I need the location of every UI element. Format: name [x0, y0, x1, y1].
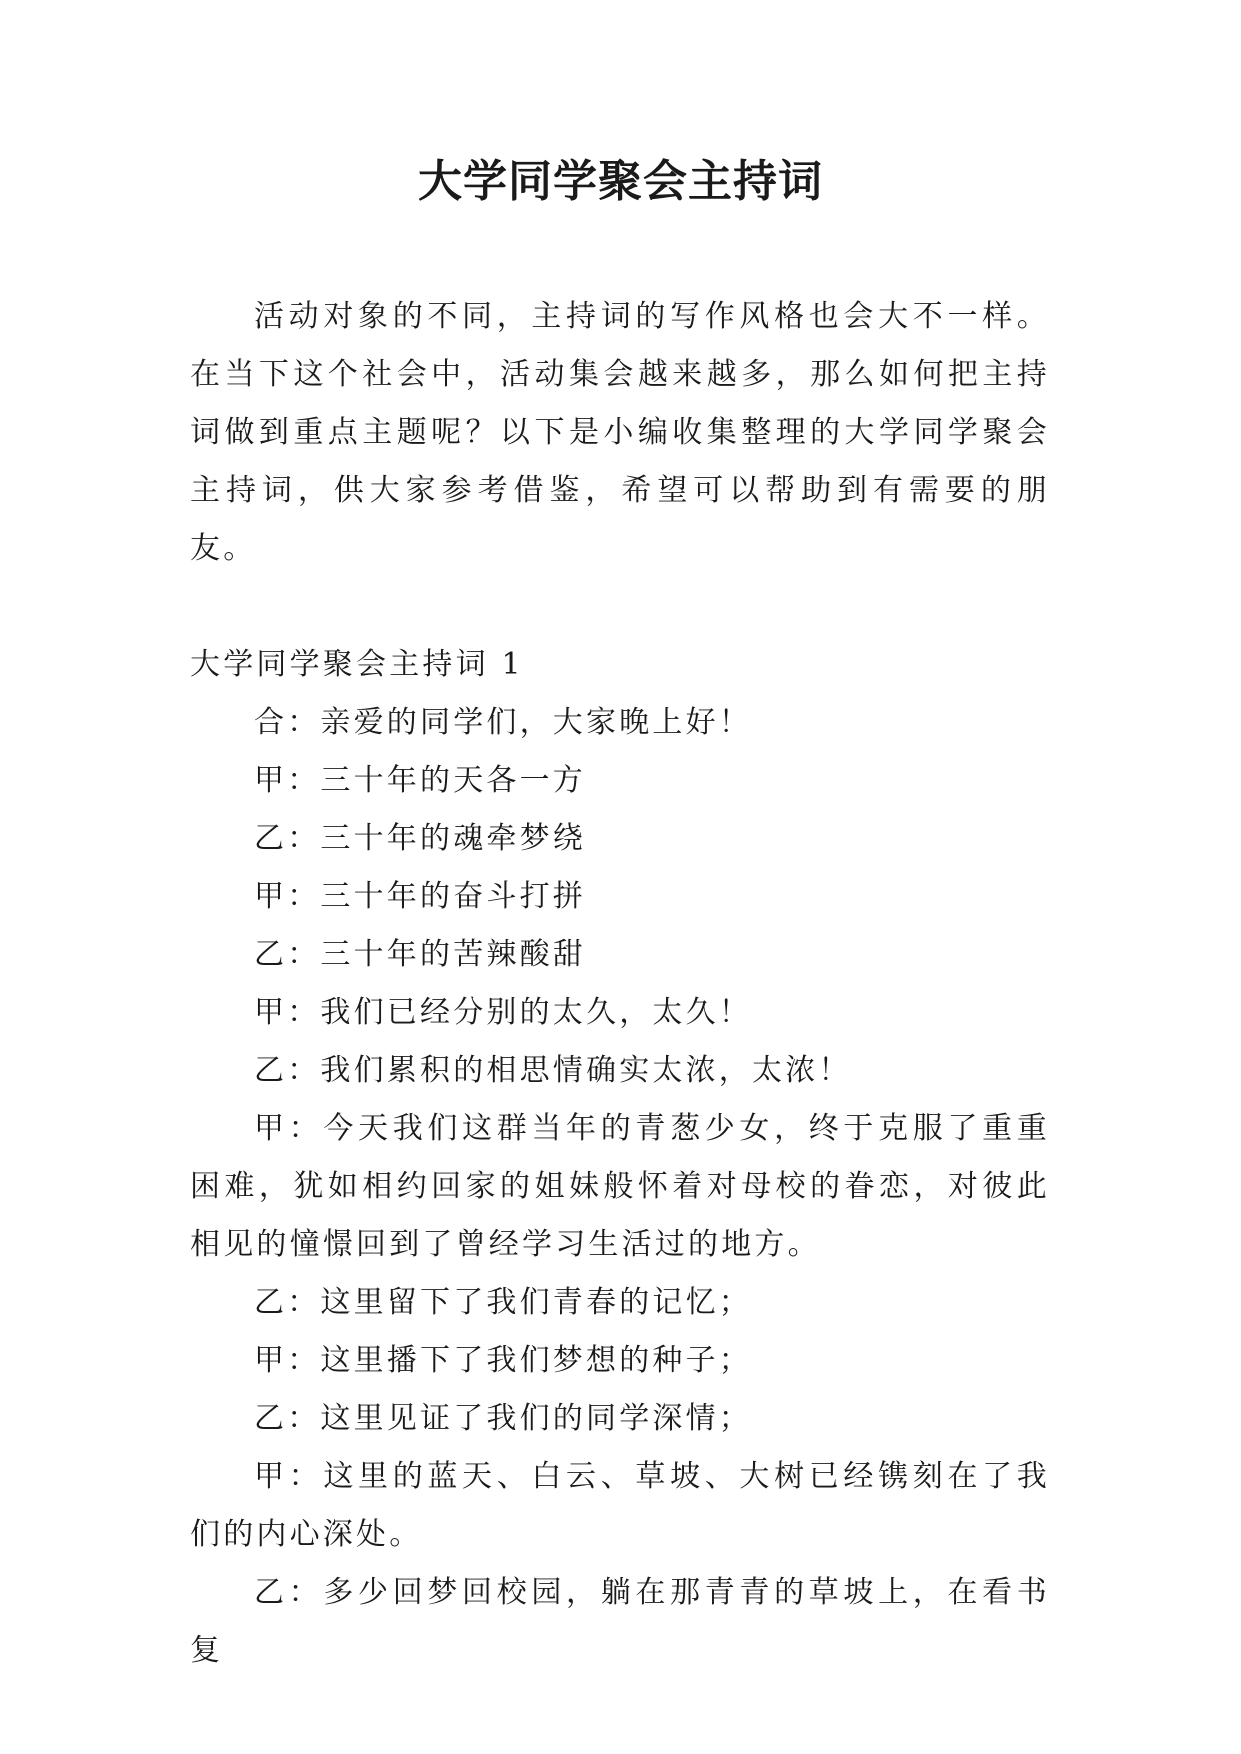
dialogue-line: 乙：三十年的魂牵梦绕 [254, 821, 586, 856]
dialogue-line: 甲：这里播下了我们梦想的种子； [254, 1343, 752, 1378]
dialogue-line: 甲：这里的蓝天、白云、草坡、大树已经镌刻在了我们的内心深处。 [190, 1459, 1050, 1552]
dialogue-line: 乙：这里见证了我们的同学深情； [254, 1401, 752, 1436]
intro-paragraph: 活动对象的不同，主持词的写作风格也会大不一样。在当下这个社会中，活动集会越来越多，那么如何把主持词做到重点主题呢？以下是小编收集整理的大学同学聚会主持词，供大家参考借鉴，希望可以帮助到有需要的朋友。 [190, 299, 1050, 566]
dialogue-line: 乙：我们累积的相思情确实太浓，太浓！ [254, 1053, 852, 1088]
section-heading: 大学同学聚会主持词 1 [190, 647, 524, 682]
dialogue-line: 乙：这里留下了我们青春的记忆； [254, 1285, 752, 1320]
dialogue-line: 甲：三十年的天各一方 [254, 763, 586, 798]
dialogue-line: 合：亲爱的同学们，大家晚上好！ [254, 705, 752, 740]
dialogue-line: 甲：今天我们这群当年的青葱少女，终于克服了重重困难，犹如相约回家的姐妹般怀着对母校的眷恋，对彼此相见的憧憬回到了曾经学习生活过的地方。 [190, 1111, 1050, 1262]
document-body [190, 288, 1050, 1680]
dialogue-line: 甲：三十年的奋斗打拼 [254, 879, 586, 914]
dialogue-line: 乙：三十年的苦辣酸甜 [254, 937, 586, 972]
document-title: 大学同学聚会主持词 [418, 156, 823, 207]
dialogue-line: 乙：多少回梦回校园，躺在那青青的草坡上，在看书复 [190, 1575, 1050, 1668]
dialogue-line: 甲：我们已经分别的太久，太久！ [254, 995, 752, 1030]
